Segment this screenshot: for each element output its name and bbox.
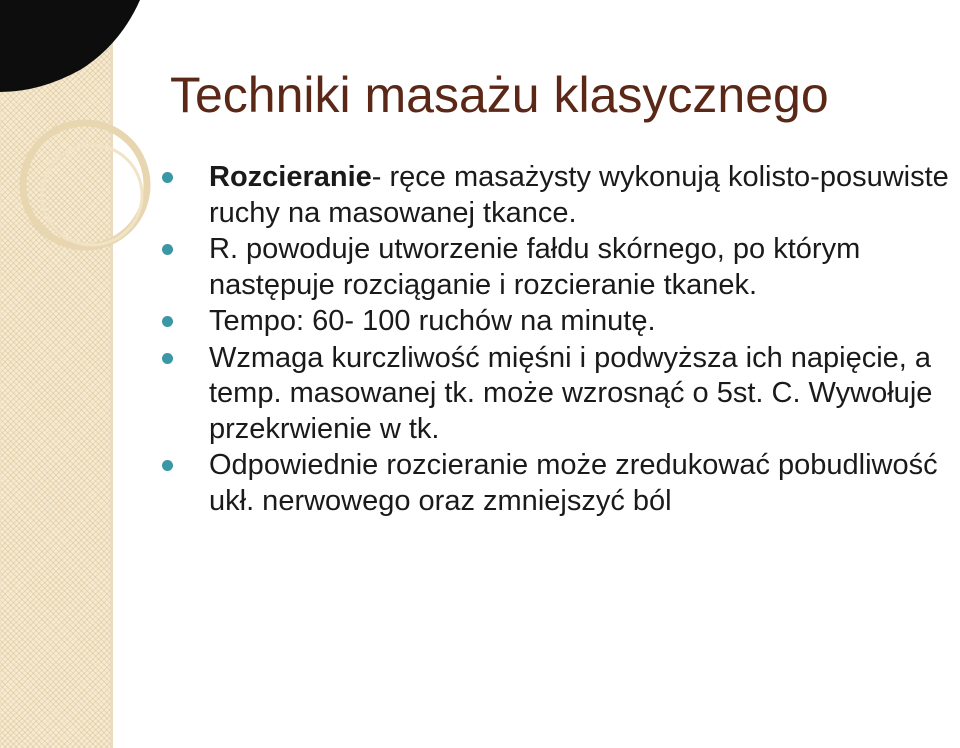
bullet-item-faldu — [160, 232, 960, 303]
bullet-bold-term: Rozcieranie — [209, 161, 372, 193]
bullet-body: - ręce masażysty wykonują kolisto-posuwiste ruchy na masowanej tkance. — [209, 161, 949, 229]
bullet-item-tempo — [160, 304, 960, 340]
bullet-marker-icon — [162, 244, 173, 255]
bullet-marker-icon — [162, 353, 173, 364]
slide-title: Techniki masażu klasycznego — [170, 67, 829, 123]
bullet-text: Tempo: 60- 100 ruchów na minutę. — [209, 305, 656, 337]
bullet-item-pobudliwosc — [160, 448, 960, 519]
bullet-list — [160, 160, 960, 519]
bullet-text — [209, 160, 960, 231]
bullet-text: Odpowiednie rozcieranie może zredukować pobudliwość ukł. nerwowego oraz zmniejszyć ból — [209, 449, 938, 517]
bullet-text: R. powoduje utworzenie fałdu skórnego, po którym następuje rozciąganie i rozcieranie tkanek. — [209, 233, 861, 301]
ring-inner-icon — [42, 145, 142, 245]
bullet-item-kurczliwosc — [160, 341, 960, 448]
bullet-item-rozcieranie — [160, 160, 960, 231]
bullet-marker-icon — [162, 460, 173, 471]
bullet-marker-icon — [162, 172, 173, 183]
black-corner-shape — [0, 0, 140, 92]
bullet-marker-icon — [162, 316, 173, 327]
bullet-text: Wzmaga kurczliwość mięśni i podwyższa ich napięcie, a temp. masowanej tk. może wzrosnąć o 5st. C. Wywołuje przekrwienie w tk. — [209, 341, 933, 445]
